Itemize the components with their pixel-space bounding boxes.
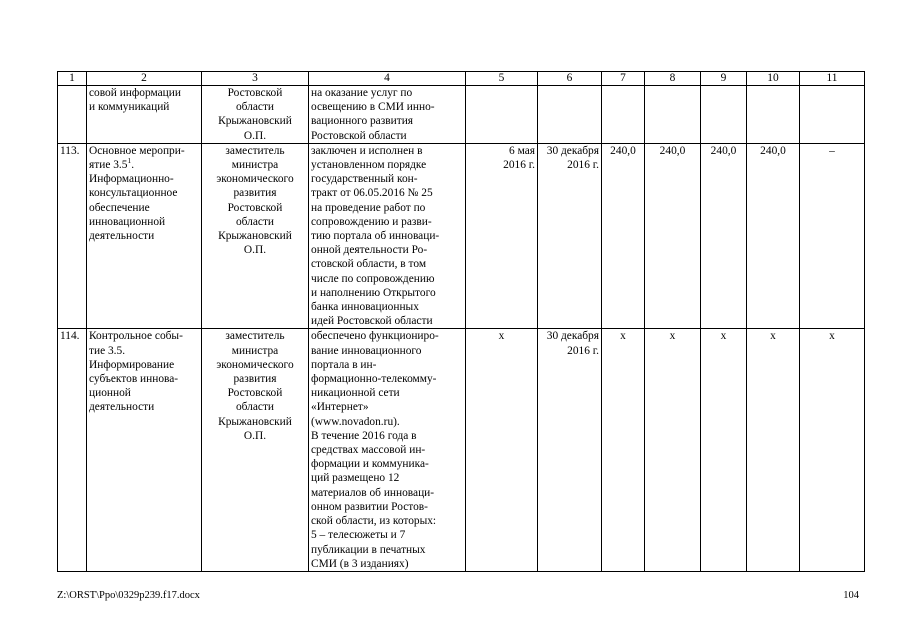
text-line: ций размещено 12 <box>311 472 400 485</box>
text-line: Ростовской <box>227 387 283 400</box>
text-line: Информационно- <box>89 173 174 186</box>
text-line: обеспечение <box>89 201 150 214</box>
value-cell <box>747 86 800 144</box>
text-line: банка инновационных <box>311 301 419 314</box>
text-line: заместитель <box>225 144 285 157</box>
footnote-mark: 1 <box>127 156 132 166</box>
col-header: 9 <box>701 72 747 86</box>
text-line: онном развитии Ростов- <box>311 500 428 513</box>
value-cell <box>645 86 701 144</box>
text-line: Крыжановский <box>218 230 292 243</box>
text-line: заключен и исполнен в <box>311 144 423 157</box>
text-line: инновационной <box>89 215 166 228</box>
text-line: О.П. <box>243 429 267 442</box>
table-row <box>58 329 865 571</box>
text-line: Основное меропри- <box>89 144 185 157</box>
text-line: сопровождению и разви- <box>311 215 432 228</box>
value-cell: х <box>747 329 800 571</box>
text-fragment: ятие 3.5 <box>89 159 128 172</box>
text-line: 30 декабря <box>546 144 599 157</box>
text-line: публикации в печатных <box>311 543 426 556</box>
text-line: 5 – телесюжеты и 7 <box>311 529 406 542</box>
text-line: развития <box>233 187 277 200</box>
value-cell: х <box>800 329 865 571</box>
text-line: области <box>235 101 275 114</box>
result-description <box>309 143 466 329</box>
text-line: экономического <box>216 358 294 371</box>
text-line: идей Ростовской области <box>311 315 433 328</box>
text-line: обеспечено функциониро- <box>311 330 439 343</box>
result-description <box>309 329 466 571</box>
responsible-person <box>202 86 309 144</box>
text-line: материалов об инноваци- <box>311 486 435 499</box>
text-line: портала в ин- <box>311 358 377 371</box>
text-line: Ростовской <box>227 87 283 99</box>
text-line: министра <box>231 344 279 357</box>
table-row <box>58 143 865 329</box>
value-cell <box>602 86 645 144</box>
text-line: СМИ (в 3 изданиях) <box>311 557 409 570</box>
text-line: консультационное <box>89 187 178 200</box>
text-line: (www.novadon.ru). <box>311 415 400 428</box>
responsible-person <box>202 143 309 329</box>
text-line: на проведение работ по <box>311 201 426 214</box>
text-line: тракт от 06.05.2016 № 25 <box>311 187 433 200</box>
text-line: развития <box>233 373 277 386</box>
col-header: 5 <box>466 72 538 86</box>
text-line: формационно-телекомму- <box>311 373 437 386</box>
text-line: О.П. <box>243 129 267 142</box>
event-name <box>87 329 202 571</box>
text-line: 2016 г. <box>503 159 535 172</box>
page-number: 104 <box>843 590 859 601</box>
text-line: освещению в СМИ инно- <box>311 101 435 114</box>
start-date <box>466 86 538 144</box>
text-line: деятельности <box>89 401 155 414</box>
text-line: 30 декабря <box>546 330 599 343</box>
text-line: деятельности <box>89 230 155 243</box>
text-line: установленном порядке <box>311 159 427 172</box>
text-line: 2016 г. <box>567 159 599 172</box>
text-line: государственный кон- <box>311 173 418 186</box>
text-line: и коммуникаций <box>89 101 170 114</box>
value-cell: 240,0 <box>645 143 701 329</box>
col-header: 8 <box>645 72 701 86</box>
col-header: 3 <box>202 72 309 86</box>
end-date <box>538 143 602 329</box>
col-header: 2 <box>87 72 202 86</box>
text-line: «Интернет» <box>311 401 369 414</box>
col-header: 11 <box>800 72 865 86</box>
text-line: Ростовской <box>227 201 283 214</box>
start-date <box>466 329 538 571</box>
end-date <box>538 329 602 571</box>
value-cell: х <box>602 329 645 571</box>
start-date <box>466 143 538 329</box>
text-line: на оказание услуг по <box>311 87 413 99</box>
col-header: 1 <box>58 72 87 86</box>
text-line: области <box>235 215 275 228</box>
end-date <box>538 86 602 144</box>
text-line: средствах массовой ин- <box>311 444 426 457</box>
text-line: и наполнению Открытого <box>311 286 436 299</box>
text-line: Информирование <box>89 358 175 371</box>
text-line: ской области, из которых: <box>311 515 437 528</box>
text-line: области <box>235 401 275 414</box>
text-line: никационной сети <box>311 387 400 400</box>
text-line: вание инновационного <box>311 344 422 357</box>
col-header: 10 <box>747 72 800 86</box>
row-number <box>58 86 87 144</box>
col-header: 7 <box>602 72 645 86</box>
text-line: 6 мая <box>509 144 535 157</box>
text-fragment: . <box>131 159 135 172</box>
text-line: субъектов иннова- <box>89 373 179 386</box>
text-line: тию портала об инноваци- <box>311 230 440 243</box>
value-cell: – <box>800 143 865 329</box>
value-cell: 240,0 <box>602 143 645 329</box>
event-name <box>87 143 202 329</box>
text-line <box>89 158 199 172</box>
text-line: ционной <box>89 387 131 400</box>
col-header: 6 <box>538 72 602 86</box>
text-line: формации и коммуника- <box>311 458 429 471</box>
text-line: онной деятельности Ро- <box>311 244 428 257</box>
text-line: х <box>498 330 505 343</box>
column-number-row <box>58 72 865 86</box>
text-line: Крыжановский <box>218 115 292 128</box>
responsible-person <box>202 329 309 571</box>
text-line: вационного развития <box>311 115 414 128</box>
text-line: совой информации <box>89 87 181 99</box>
value-cell: 240,0 <box>747 143 800 329</box>
text-line: экономического <box>216 173 294 186</box>
value-cell <box>800 86 865 144</box>
text-line: О.П. <box>243 244 267 257</box>
text-line: министра <box>231 159 279 172</box>
text-line: Ростовской области <box>311 129 407 142</box>
col-header: 4 <box>309 72 466 86</box>
text-line: числе по сопровождению <box>311 272 435 285</box>
row-number: 113. <box>58 143 87 329</box>
text-line: тие 3.5. <box>89 344 126 357</box>
event-name <box>87 86 202 144</box>
text-line: стовской области, в том <box>311 258 427 271</box>
text-line: Контрольное собы- <box>89 330 183 343</box>
value-cell: х <box>701 329 747 571</box>
value-cell: х <box>645 329 701 571</box>
file-path: Z:\ORST\Ppo\0329p239.f17.docx <box>57 590 200 601</box>
text-line: Крыжановский <box>218 415 292 428</box>
text-line: В течение 2016 года в <box>311 429 417 442</box>
text-line: 2016 г. <box>567 344 599 357</box>
report-table <box>57 71 865 572</box>
text-line: заместитель <box>225 330 285 343</box>
value-cell: 240,0 <box>701 143 747 329</box>
result-description <box>309 86 466 144</box>
table-row <box>58 86 865 144</box>
row-number: 114. <box>58 329 87 571</box>
value-cell <box>701 86 747 144</box>
